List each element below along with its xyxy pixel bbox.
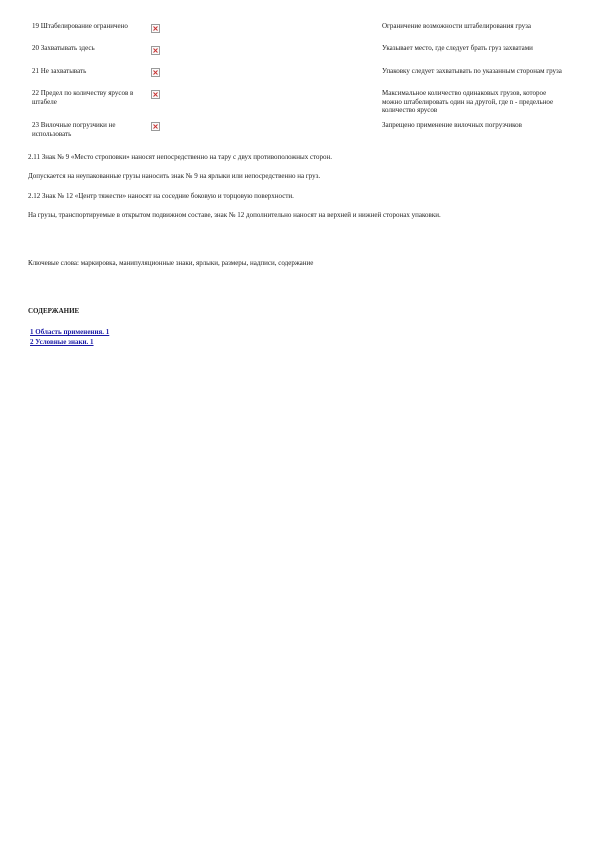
sign-description: Запрещено применение вилочных погрузчиков bbox=[382, 121, 522, 129]
sign-description: Указывает место, где следует брать груз захватами bbox=[382, 44, 533, 52]
sign-name: 20 Захватывать здесь bbox=[32, 44, 95, 52]
keywords: Ключевые слова: маркировка, манипуляционные знаки, ярлыки, размеры, надписи, содержание bbox=[28, 259, 314, 267]
broken-image-icon bbox=[151, 122, 160, 131]
paragraph-open-transport: На грузы, транспортируемые в открытом подвижном составе, знак № 12 дополнительно наносят на верхней и нижней сторонах упаковки. bbox=[28, 211, 441, 219]
broken-image-icon bbox=[151, 90, 160, 99]
sign-description: Максимальное количество одинаковых грузов, которое можно штабелировать один на другой, где n - предельное количество ярусов bbox=[382, 89, 554, 114]
sign-description: Упаковку следует захватывать по указанным сторонам груза bbox=[382, 67, 562, 75]
paragraph-2-11: 2.11 Знак № 9 «Место строповки» наносят непосредственно на тару с двух противоположных сторон. bbox=[28, 153, 333, 161]
broken-image-icon bbox=[151, 68, 160, 77]
sign-description: Ограничение возможности штабелирования груза bbox=[382, 22, 531, 30]
toc-link-signs[interactable]: 2 Условные знаки. 1 bbox=[30, 338, 94, 346]
sign-name: 23 Вилочные погрузчики не использовать bbox=[32, 121, 116, 138]
sign-name: 21 Не захватывать bbox=[32, 67, 87, 75]
toc-title: СОДЕРЖАНИЕ bbox=[28, 307, 80, 315]
paragraph-admission: Допускается на неупакованные грузы наносить знак № 9 на ярлыки или непосредственно на груз. bbox=[28, 172, 321, 180]
sign-name: 22 Предел по количеству ярусов в штабеле bbox=[32, 89, 134, 106]
sign-name: 19 Штабелирование ограничено bbox=[32, 22, 128, 30]
broken-image-icon bbox=[151, 24, 160, 33]
toc-link-scope[interactable]: 1 Область применения. 1 bbox=[30, 328, 110, 336]
broken-image-icon bbox=[151, 46, 160, 55]
paragraph-2-12: 2.12 Знак № 12 «Центр тяжести» наносят на соседние боковую и торцовую поверхности. bbox=[28, 192, 294, 200]
